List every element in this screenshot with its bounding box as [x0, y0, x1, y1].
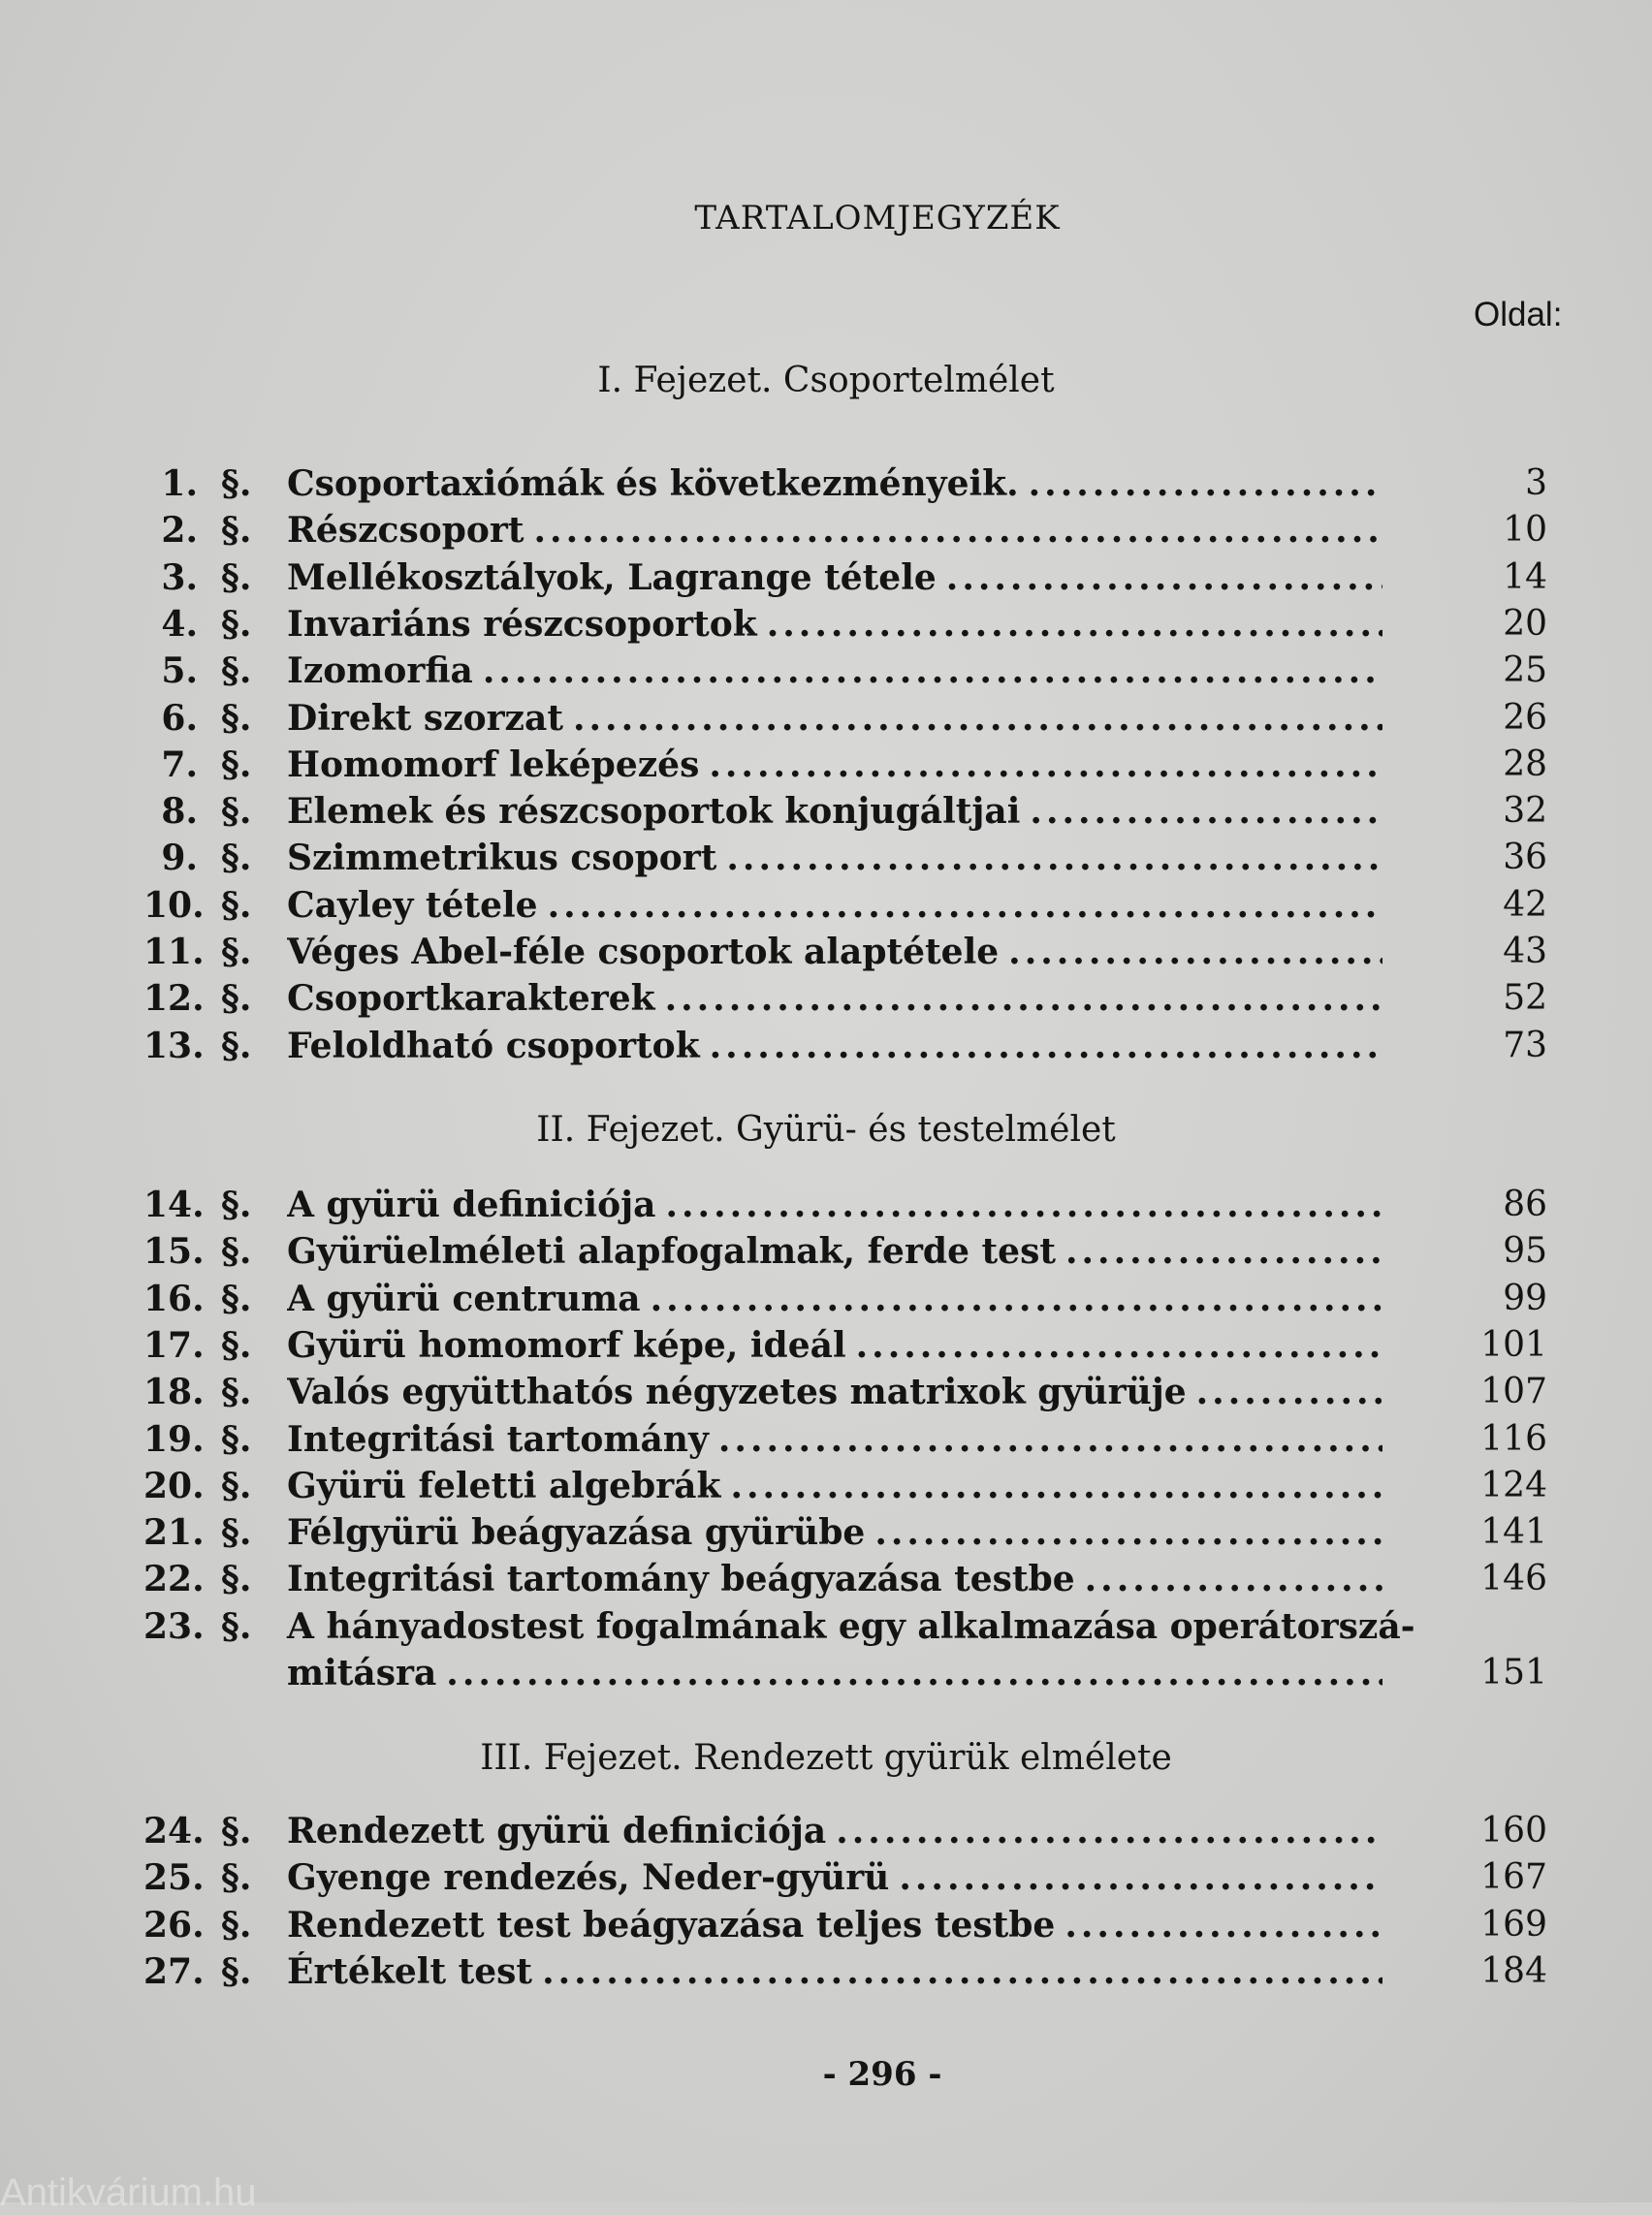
toc-entry — [0, 1466, 1652, 1512]
entry-page-number: 43 — [1503, 932, 1547, 971]
dot-leader — [446, 1653, 1382, 1693]
entry-number: 17. — [143, 1324, 205, 1366]
entry-page-number: 146 — [1480, 1559, 1547, 1599]
entry-number: 1. — [161, 463, 198, 504]
entry-title: Rendezett gyürü definiciója — [287, 1811, 827, 1851]
toc-entry — [0, 838, 1652, 884]
toc-entry — [0, 1512, 1652, 1559]
toc-entry — [0, 557, 1652, 604]
section-sign: §. — [221, 1278, 252, 1319]
toc-entry — [0, 1325, 1652, 1372]
toc-entry — [0, 1372, 1652, 1418]
toc-entry — [0, 1905, 1652, 1951]
dot-leader — [483, 650, 1382, 691]
section-sign: §. — [221, 650, 252, 692]
toc-entry — [0, 791, 1652, 838]
section-sign: §. — [221, 791, 252, 833]
entry-page-number: 32 — [1503, 791, 1547, 832]
entry-number: 9. — [161, 838, 198, 879]
entry-page-number: 169 — [1480, 1904, 1547, 1945]
entry-number: 19. — [143, 1418, 205, 1460]
entry-page-number: 25 — [1503, 650, 1547, 691]
section-sign: §. — [221, 1904, 252, 1946]
entry-page-number: 99 — [1503, 1278, 1547, 1318]
toc-entry — [0, 698, 1652, 744]
entry-title: Gyürü feletti algebrák — [287, 1465, 721, 1506]
entry-title: Integritási tartomány beágyazása testbe — [287, 1559, 1075, 1600]
dot-leader — [573, 698, 1382, 739]
section-sign: §. — [221, 744, 252, 785]
entry-page-number: 36 — [1503, 838, 1547, 878]
dot-leader — [718, 1419, 1382, 1460]
section-sign: §. — [221, 932, 252, 972]
toc-entry — [0, 744, 1652, 791]
dot-leader — [651, 1279, 1382, 1319]
section-sign: §. — [221, 1465, 252, 1506]
entry-page-number: 26 — [1503, 697, 1547, 738]
entry-page-number: 116 — [1480, 1418, 1547, 1459]
toc-entry — [0, 1559, 1652, 1605]
section-sign: §. — [221, 1372, 252, 1413]
section-sign: §. — [221, 1811, 252, 1851]
dot-leader — [1029, 463, 1382, 504]
toc-entry — [0, 1811, 1652, 1857]
entry-number: 23. — [143, 1605, 205, 1647]
entry-title: Csoportaxiómák és következményeik. — [287, 463, 1019, 504]
chapter-heading: III. Fejezet. Rendezett gyürük elmélete — [480, 1738, 1172, 1778]
section-sign: §. — [221, 1324, 252, 1366]
entry-title: Rendezett test beágyazása teljes testbe — [287, 1904, 1056, 1946]
dot-leader — [899, 1857, 1382, 1898]
entry-number: 11. — [143, 932, 205, 972]
entry-number: 15. — [143, 1231, 205, 1273]
entry-page-number: 10 — [1503, 510, 1547, 551]
entry-title: Integritási tartomány — [287, 1418, 709, 1460]
entry-number: 7. — [161, 744, 198, 785]
entry-page-number: 95 — [1503, 1231, 1547, 1272]
section-sign: §. — [221, 463, 252, 504]
entry-title: Gyürü homomorf képe, ideál — [287, 1324, 846, 1366]
dot-leader — [726, 838, 1382, 878]
entry-title: Gyenge rendezés, Neder-gyürü — [287, 1857, 890, 1899]
section-sign: §. — [221, 1418, 252, 1460]
entry-number: 18. — [143, 1372, 205, 1413]
entry-title: Félgyürü beágyazása gyürübe — [287, 1512, 866, 1554]
entry-title: Feloldható csoportok — [287, 1025, 700, 1066]
entry-number: 8. — [161, 791, 198, 833]
toc-entry — [0, 1231, 1652, 1278]
section-sign: §. — [221, 1605, 252, 1647]
entry-page-number: 3 — [1525, 463, 1547, 503]
chapter-heading: I. Fejezet. Csoportelmélet — [597, 361, 1055, 400]
toc-entry — [0, 650, 1652, 697]
entry-page-number: 107 — [1480, 1372, 1547, 1412]
entry-number: 13. — [143, 1025, 205, 1066]
section-sign: §. — [221, 510, 252, 552]
section-sign: §. — [221, 1025, 252, 1066]
dot-leader — [665, 1185, 1382, 1225]
entry-number: 21. — [143, 1512, 205, 1554]
entry-number: 12. — [143, 978, 205, 1020]
dot-leader — [1085, 1559, 1382, 1599]
section-sign: §. — [221, 1512, 252, 1554]
section-sign: §. — [221, 697, 252, 739]
entry-page-number: 124 — [1480, 1465, 1547, 1505]
page-column-label: Oldal: — [1474, 296, 1563, 333]
entry-title: Elemek és részcsoportok konjugáltjai — [287, 791, 1021, 833]
entry-title: Homomorf leképezés — [287, 744, 700, 785]
section-sign: §. — [221, 1231, 252, 1273]
chapter-heading: II. Fejezet. Gyürü- és testelmélet — [536, 1110, 1116, 1150]
entry-number: 5. — [161, 650, 198, 692]
entry-title: Valós együtthatós négyzetes matrixok gyürüje — [287, 1372, 1187, 1413]
entry-title: Cayley tétele — [287, 884, 538, 926]
entry-number: 20. — [143, 1465, 205, 1506]
entry-page-number: 141 — [1480, 1512, 1547, 1553]
toc-entry — [0, 978, 1652, 1025]
entry-title: Véges Abel-féle csoportok alaptétele — [287, 932, 1000, 972]
page-title: TARTALOMJEGYZÉK — [694, 199, 1061, 237]
entry-number: 10. — [143, 884, 205, 926]
entry-number: 27. — [143, 1950, 205, 1992]
entry-page-number: 86 — [1503, 1185, 1547, 1224]
entry-title: Direkt szorzat — [287, 697, 563, 739]
toc-entry — [0, 885, 1652, 932]
section-sign: §. — [221, 556, 252, 598]
entry-title-continuation: mitásra — [287, 1652, 437, 1693]
dot-leader — [1064, 1905, 1382, 1946]
dot-leader — [534, 510, 1382, 551]
section-sign: §. — [221, 884, 252, 926]
entry-page-number: 184 — [1480, 1950, 1547, 1991]
toc-entry — [0, 510, 1652, 556]
entry-page-number: 14 — [1503, 556, 1547, 597]
toc-entry — [0, 463, 1652, 510]
toc-entry — [0, 1605, 1652, 1693]
entry-number: 25. — [143, 1857, 205, 1899]
toc-entry — [0, 1185, 1652, 1231]
dot-leader — [542, 1951, 1382, 1992]
dot-leader — [1030, 791, 1382, 832]
entry-page-number: 28 — [1503, 744, 1547, 784]
section-sign: §. — [221, 978, 252, 1020]
watermark: Antikvárium.hu — [0, 2171, 257, 2214]
entry-page-number: 42 — [1503, 884, 1547, 925]
dot-leader — [710, 1026, 1382, 1066]
section-sign: §. — [221, 1857, 252, 1899]
dot-leader — [548, 885, 1382, 926]
entry-number: 14. — [143, 1185, 205, 1225]
entry-page-number: 151 — [1480, 1652, 1547, 1693]
dot-leader — [1008, 932, 1382, 972]
entry-title: A gyürü centruma — [287, 1278, 641, 1319]
entry-title: Gyürüelméleti alapfogalmak, ferde test — [287, 1231, 1056, 1273]
section-sign: §. — [221, 838, 252, 879]
entry-title: Izomorfia — [287, 650, 473, 692]
dot-leader — [856, 1325, 1382, 1366]
dot-leader — [730, 1466, 1382, 1506]
page-number: - 296 - — [822, 2055, 942, 2094]
entry-number: 2. — [161, 510, 198, 552]
section-sign: §. — [221, 1185, 252, 1225]
entry-number: 24. — [143, 1811, 205, 1851]
entry-number: 3. — [161, 556, 198, 598]
toc-entry — [0, 1419, 1652, 1466]
entry-page-number: 167 — [1480, 1857, 1547, 1898]
dot-leader — [1065, 1231, 1382, 1272]
dot-leader — [665, 978, 1382, 1019]
dot-leader — [1196, 1372, 1382, 1412]
entry-number: 22. — [143, 1559, 205, 1600]
entry-title: Csoportkarakterek — [287, 978, 655, 1020]
entry-title: Mellékosztályok, Lagrange tétele — [287, 556, 937, 598]
toc-entry — [0, 1279, 1652, 1325]
entry-number: 26. — [143, 1904, 205, 1946]
section-sign: §. — [221, 1559, 252, 1600]
toc-entry — [0, 1857, 1652, 1904]
entry-number: 16. — [143, 1278, 205, 1319]
toc-entry — [0, 1951, 1652, 1998]
entry-title: A gyürü definiciója — [287, 1185, 656, 1225]
dot-leader — [709, 744, 1382, 785]
entry-title: Invariáns részcsoportok — [287, 603, 757, 645]
dot-leader — [946, 557, 1382, 598]
toc-entry — [0, 604, 1652, 650]
entry-page-number: 73 — [1503, 1025, 1547, 1065]
dot-leader — [767, 604, 1382, 645]
entry-page-number: 52 — [1503, 978, 1547, 1019]
entry-number: 4. — [161, 603, 198, 645]
entry-page-number: 160 — [1480, 1811, 1547, 1851]
entry-title: Részcsoport — [287, 510, 524, 552]
section-sign: §. — [221, 1950, 252, 1992]
entry-title: A hányadostest fogalmának egy alkalmazása operátorszá- — [287, 1605, 1415, 1647]
section-sign: §. — [221, 603, 252, 645]
entry-page-number: 20 — [1503, 603, 1547, 644]
entry-title: Szimmetrikus csoport — [287, 838, 717, 879]
toc-entry — [0, 1026, 1652, 1072]
entry-title: Értékelt test — [287, 1950, 533, 1992]
entry-page-number: 101 — [1480, 1324, 1547, 1365]
toc-entry — [0, 932, 1652, 978]
dot-leader — [836, 1811, 1382, 1851]
entry-number: 6. — [161, 697, 198, 739]
dot-leader — [874, 1512, 1382, 1553]
